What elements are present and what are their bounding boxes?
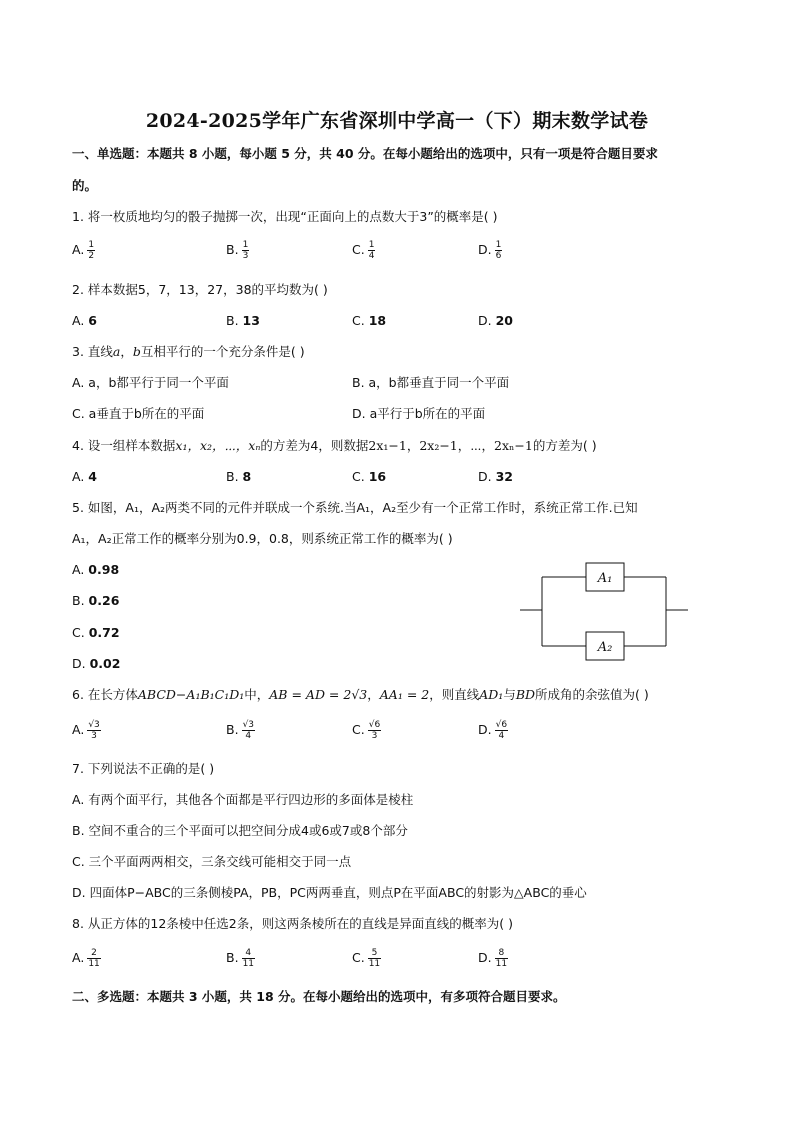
q6-stem: 6. 在长方体ABCD−A₁B₁C₁D₁中，AB = AD = 2√3，AA₁ = 2，则直线AD₁与BD所成角的余弦值为( ) (72, 687, 649, 702)
q8-option-b[interactable]: B. $\frac{4}{11}$ (226, 948, 255, 969)
q7-option-d[interactable]: D. 四面体P−ABC的三条侧棱PA，PB，PC两两垂直，则点P在平面ABC的射影为△ABC的垂心 (72, 885, 587, 900)
q3-option-c[interactable]: C. a垂直于b所在的平面 (72, 406, 205, 421)
q3-stem: 3. 直线a，b互相平行的一个充分条件是( ) (72, 344, 305, 359)
q5-option-b[interactable]: B. 0.26 (72, 593, 120, 608)
q3-option-a[interactable]: A. a，b都平行于同一个平面 (72, 375, 229, 390)
exam-title: 2024-2025学年广东省深圳中学高一（下）期末数学试卷 (145, 110, 649, 132)
q4-option-d[interactable]: D. 32 (478, 469, 513, 484)
q8-option-d[interactable]: D. $\frac{8}{11}$ (478, 948, 508, 969)
component-a1-label: A₁ (597, 571, 613, 586)
q7-option-a[interactable]: A. 有两个面平行，其他各个面都是平行四边形的多面体是棱柱 (72, 792, 414, 807)
q5-option-d[interactable]: D. 0.02 (72, 656, 121, 671)
q4-stem: 4. 设一组样本数据x₁，x₂，⋯，xₙ的方差为4，则数据2x₁−1，2x₂−1，⋯，2xₙ−1的方差为( ) (72, 438, 597, 453)
q3-option-d[interactable]: D. a平行于b所在的平面 (352, 406, 486, 421)
q7-option-b[interactable]: B. 空间不重合的三个平面可以把空间分成4或6或7或8个部分 (72, 823, 408, 838)
q3-option-b[interactable]: B. a，b都垂直于同一个平面 (352, 375, 510, 390)
parallel-circuit-diagram (520, 560, 690, 665)
q2-option-d[interactable]: D. 20 (478, 313, 513, 328)
q8-option-c[interactable]: C. $\frac{5}{11}$ (352, 948, 381, 969)
q8-option-a[interactable]: A. $\frac{2}{11}$ (72, 948, 100, 969)
q4-option-b[interactable]: B. 8 (226, 469, 252, 484)
q5-option-c[interactable]: C. 0.72 (72, 625, 120, 640)
q5-stem-line2: A₁，A₂正常工作的概率分别为0.9，0.8，则系统正常工作的概率为( ) (72, 531, 453, 546)
q6-option-c[interactable]: C. $\frac{√6}{3}$ (352, 720, 381, 741)
q5-stem-line1: 5. 如图，A₁，A₂两类不同的元件并联成一个系统.当A₁，A₂至少有一个正常工作时，系统正常工作.已知 (72, 500, 638, 515)
section1-heading-cont: 的。 (72, 178, 98, 193)
section1-heading: 一、单选题：本题共 8 小题，每小题 5 分，共 40 分。在每小题给出的选项中，只有一项是符合题目要求 (72, 146, 658, 161)
q5-option-a[interactable]: A. 0.98 (72, 562, 120, 577)
q8-stem: 8. 从正方体的12条棱中任选2条，则这两条棱所在的直线是异面直线的概率为( ) (72, 916, 513, 931)
q6-option-a[interactable]: A. $\frac{√3}{3}$ (72, 720, 100, 741)
q1-option-c[interactable]: C. $\frac{1}{4}$ (352, 240, 375, 261)
q2-option-c[interactable]: C. 18 (352, 313, 387, 328)
q6-option-b[interactable]: B. $\frac{√3}{4}$ (226, 720, 255, 741)
q2-option-b[interactable]: B. 13 (226, 313, 260, 328)
component-a2-label: A₂ (597, 640, 613, 655)
q2-stem: 2. 样本数据5，7，13，27，38的平均数为( ) (72, 282, 328, 297)
q1-option-d[interactable]: D. $\frac{1}{6}$ (478, 240, 502, 261)
q7-stem: 7. 下列说法不正确的是( ) (72, 761, 215, 776)
q4-option-a[interactable]: A. 4 (72, 469, 97, 484)
section2-heading: 二、多选题：本题共 3 小题，共 18 分。在每小题给出的选项中，有多项符合题目要求。 (72, 989, 566, 1004)
q4-option-c[interactable]: C. 16 (352, 469, 387, 484)
q1-option-b[interactable]: B. $\frac{1}{3}$ (226, 240, 249, 261)
q1-stem: 1. 将一枚质地均匀的骰子抛掷一次，出现“正面向上的点数大于3”的概率是( ) (72, 209, 498, 224)
q6-option-d[interactable]: D. $\frac{√6}{4}$ (478, 720, 508, 741)
q7-option-c[interactable]: C. 三个平面两两相交，三条交线可能相交于同一点 (72, 854, 352, 869)
q1-option-a[interactable]: A. $\frac{1}{2}$ (72, 240, 95, 261)
q2-option-a[interactable]: A. 6 (72, 313, 97, 328)
